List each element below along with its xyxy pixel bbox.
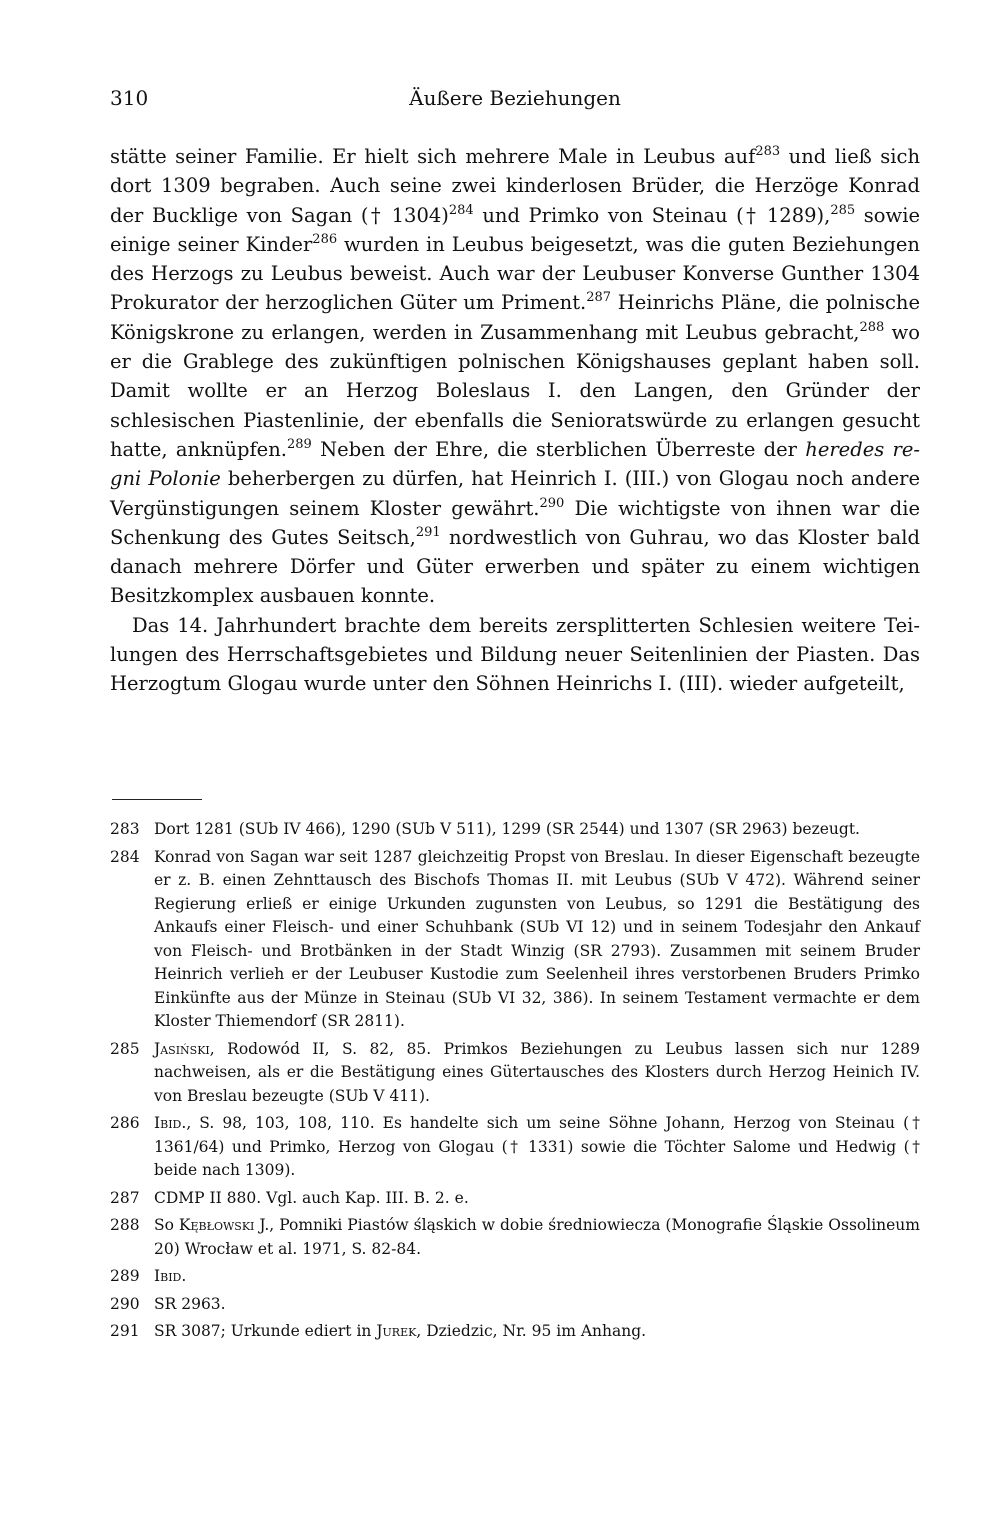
footnote-ref-284: 284 [448, 202, 474, 218]
footnote-ref-283: 283 [755, 144, 781, 159]
footnote-287 [110, 1187, 920, 1211]
footnote-number: 288 [110, 1216, 140, 1234]
page-header [110, 86, 920, 122]
footnote-ref-286: 286 [312, 231, 338, 247]
running-head: Äußere Beziehungen [409, 86, 621, 110]
footnote-text: , Dziedzic, Nr. 95 im Anhang. [416, 1322, 647, 1340]
footnote-283 [110, 818, 920, 842]
footnote-number: 284 [110, 847, 140, 866]
footnote-text: , Rodowód II, S. 82, 85. Primkos Beziehungen zu Leubus lassen sich nur 1289 nachweisen, als er die Bestätigung eines Gütertausches des Klosters durch Herzog Heinich IV. von Breslau bezeugte (SUb V 411). [154, 1039, 920, 1105]
text-run: wo er die Grablege des zukünftigen polnischen Königshauses geplant haben soll. Damit wollte er an Herzog Boleslaus I. den Langen, den Gründer der schlesischen Piastenlinie, der ebenfalls die Senioratswürde zu erlangen gesucht hatte, anknüpfen. [110, 320, 920, 461]
footnote-285 [110, 1038, 920, 1109]
footnote-body [154, 1112, 920, 1183]
footnote-number: 286 [110, 1114, 140, 1132]
text-run: Neben der Ehre, die sterblichen Überreste der [311, 437, 806, 461]
footnote-body [154, 1214, 920, 1261]
text-run: und Primko von Steinau († 1289), [473, 203, 831, 227]
text-run: sowie einige seiner Kinder [110, 203, 920, 256]
footnote-286 [110, 1112, 920, 1183]
footnote-body [154, 1265, 920, 1289]
footnote-text: CDMP II 880. Vgl. auch Kap. III. B. 2. e. [154, 1188, 469, 1207]
footnote-ref-285: 285 [830, 202, 856, 218]
footnote-number: 285 [110, 1039, 140, 1058]
footnote-author: Jurek [376, 1322, 417, 1340]
footnote-number: 289 [110, 1267, 140, 1285]
footnote-291 [110, 1320, 920, 1344]
footnote-author: Ibid. [154, 1114, 187, 1132]
text-run: Heinrichs Pläne, die polnische Königskrone zu erlangen, werden in Zusammenhang mit Leubus gebracht, [110, 291, 920, 344]
footnote-body [154, 1320, 920, 1344]
footnote-number: 290 [110, 1294, 140, 1313]
page-number: 310 [110, 86, 149, 110]
text-run: beherbergen zu dürfen, hat Heinrich I. (III.) von Glogau noch andere Vergünstigungen seinem Kloster gewährt. [110, 467, 920, 520]
footnote-author: Jasiński [154, 1039, 210, 1058]
footnote-ref-291: 291 [415, 524, 441, 540]
footnotes [110, 818, 920, 1348]
footnote-number: 291 [110, 1322, 140, 1340]
paragraph-1 [110, 142, 920, 611]
text-run: stätte seiner Familie. Er hielt sich mehrere Male in Leubus auf [110, 145, 756, 168]
text-run: nordwestlich von Guhrau, wo das Kloster bald danach mehrere Dörfer und Güter erwerben und später zu einem wichtigen Besitzkomplex ausbauen konnte. [110, 525, 921, 608]
footnote-prefix: SR 3087; Urkunde ediert in [154, 1322, 377, 1340]
footnote-number: 283 [110, 820, 140, 838]
text-run: und ließ sich dort 1309 begraben. Auch seine zwei kinderlosen Brüder, die Herzöge Konrad der Bucklige von Sagan († 1304) [110, 145, 920, 227]
footnote-ref-290: 290 [539, 495, 565, 511]
footnote-284 [110, 846, 920, 1034]
footnote-text: SR 2963. [154, 1294, 226, 1313]
footnote-text: , S. 98, 103, 108, 110. Es handelte sich um seine Söhne Johann, Herzog von Steinau († 1361/64) und Primko, Herzog von Glogau († 1331) sowie die Töchter Salome und Hedwig († beide nach 1309). [154, 1114, 920, 1179]
text-run: Die wichtigste von ihnen war die Schenkung des Gutes Seitsch, [110, 496, 920, 549]
main-text [110, 142, 920, 699]
footnote-290 [110, 1293, 920, 1317]
footnote-ref-288: 288 [859, 319, 885, 335]
footnote-number: 287 [110, 1188, 140, 1207]
latin-phrase: heredes regni Polonie [110, 437, 920, 491]
text-run: wurden in Leubus beigesetzt, was die guten Beziehungen des Herzogs zu Leubus beweist. Auch war der Leubuser Konverse Gunther 1304 Prokurator der herzoglichen Güter um Priment. [110, 232, 920, 315]
footnote-text: Konrad von Sagan war seit 1287 gleichzeitig Propst von Breslau. In dieser Eigenschaft bezeugte er z. B. einen Zehnttausch des Bischofs Thomas II. mit Leubus (SUb V 472). Während seiner Regierung erließ er einige Urkunden zugunsten von Leubus, so 1291 die Bestätigung des Ankaufs einer Fleisch- und einer Schuhbank (SUb VI 12) und in seinem Todesjahr den Ankauf von Fleisch- und Brotbänken in der Stadt Winzig (SR 2793). Zusammen mit seinem Bruder Heinrich verlieh er der Leubuser Kustodie zum Seelenheil ihres verstorbenen Bruders Primko Einkünfte aus der Münze in Steinau (SUb VI 32, 386). In seinem Testament vermachte er dem Kloster Thiemendorf (SR 2811). [154, 847, 920, 1030]
paragraph-2: Das 14. Jahrhundert brachte dem bereits zersplitterten Schlesien weitere Teilungen des Herrschaftsgebietes und Bildung neuer Seitenlinien der Piasten. Das Herzogtum Glogau wurde unter den Söhnen Heinrichs I. (III). wieder aufgeteilt, [110, 613, 920, 696]
footnote-ref-287: 287 [586, 290, 612, 306]
footnote-ref-289: 289 [287, 436, 312, 452]
footnote-author: Kębłowski [178, 1216, 255, 1234]
footnote-prefix: So [154, 1216, 179, 1234]
footnote-289 [110, 1265, 920, 1289]
footnote-text: J., Pomniki Piastów śląskich w dobie średniowiecza (Monografie Śląskie Ossolineum 20) Wrocław et al. 1971, S. 82-84. [154, 1216, 920, 1258]
footnote-author: Ibid. [154, 1267, 187, 1285]
footnote-separator [112, 799, 202, 800]
footnote-text: Dort 1281 (SUb IV 466), 1290 (SUb V 511), 1299 (SR 2544) und 1307 (SR 2963) bezeugt. [154, 820, 860, 838]
footnote-body [154, 1038, 920, 1109]
footnote-288 [110, 1214, 920, 1261]
